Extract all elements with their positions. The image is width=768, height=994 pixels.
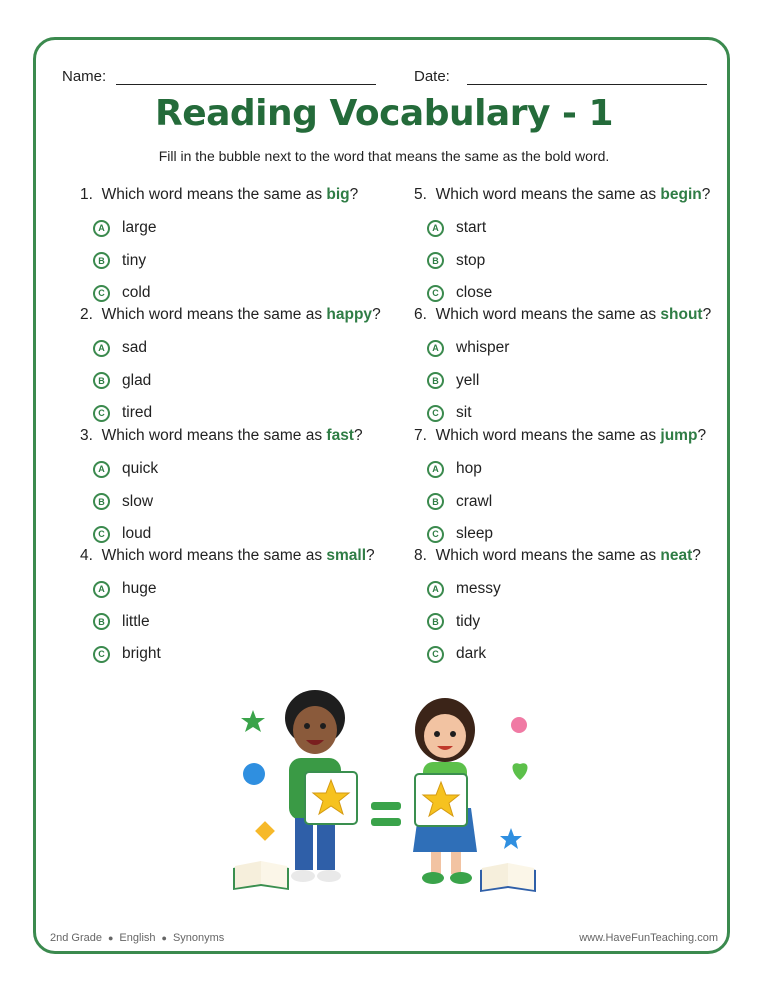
answer-option[interactable] [427, 524, 493, 544]
girl-figure [413, 698, 477, 884]
answer-option[interactable] [427, 283, 492, 303]
answer-option[interactable] [93, 218, 156, 238]
answer-text: quick [122, 460, 159, 477]
question-number: 3. [80, 427, 93, 444]
bold-word: fast [326, 427, 354, 444]
answer-bubble[interactable]: B [93, 613, 110, 630]
kids-illustration [225, 680, 545, 900]
question-number: 7. [414, 427, 427, 444]
answer-text: messy [456, 580, 501, 597]
answer-bubble[interactable]: B [427, 252, 444, 269]
answer-bubble[interactable]: C [427, 646, 444, 663]
answer-bubble[interactable]: C [427, 285, 444, 302]
footer-subject: English [119, 932, 156, 944]
answer-text: yell [456, 371, 480, 389]
answer-option[interactable] [93, 524, 151, 544]
date-label: Date: [414, 68, 450, 85]
answer-bubble[interactable]: C [427, 526, 444, 543]
answer-text: tired [122, 404, 153, 421]
answer-text: sleep [456, 525, 494, 542]
answer-option[interactable] [93, 371, 151, 391]
answer-option[interactable] [93, 251, 146, 271]
answer-bubble[interactable]: A [427, 461, 444, 478]
answer-option[interactable] [427, 371, 479, 391]
answer-option[interactable] [427, 644, 486, 664]
question-6 [414, 306, 711, 324]
answer-bubble[interactable]: A [427, 220, 444, 237]
footer-grade: 2nd Grade [50, 932, 102, 944]
date-field[interactable] [467, 84, 707, 85]
answer-text: sit [456, 404, 472, 421]
answer-option[interactable] [427, 218, 486, 238]
yellow-diamond-icon [255, 821, 275, 841]
answer-text: dark [456, 645, 487, 662]
question-prompt: Which word means the same as [435, 186, 661, 203]
answer-option[interactable] [427, 492, 492, 512]
question-mark: ? [692, 547, 701, 564]
equals-icon [371, 802, 401, 810]
book-icon [480, 863, 536, 892]
answer-bubble[interactable]: B [93, 493, 110, 510]
answer-bubble[interactable]: C [93, 285, 110, 302]
bold-word: shout [660, 306, 703, 323]
pink-circle-icon [511, 717, 527, 733]
question-mark: ? [697, 427, 707, 444]
answer-bubble[interactable]: B [427, 493, 444, 510]
question-number: 8. [414, 547, 427, 564]
question-2 [80, 306, 381, 324]
answer-option[interactable] [427, 338, 509, 358]
answer-option[interactable] [93, 579, 156, 599]
answer-bubble[interactable]: B [93, 252, 110, 269]
question-4 [80, 547, 375, 565]
name-field[interactable] [116, 84, 376, 85]
answer-bubble[interactable]: B [93, 372, 110, 389]
question-number: 6. [414, 306, 427, 323]
answer-option[interactable] [93, 612, 150, 632]
answer-bubble[interactable]: A [93, 220, 110, 237]
bold-word: neat [660, 547, 693, 564]
answer-text: whisper [456, 339, 510, 356]
answer-bubble[interactable]: C [93, 526, 110, 543]
answer-bubble[interactable]: A [427, 581, 444, 598]
book-icon [233, 861, 289, 890]
question-mark: ? [702, 306, 712, 323]
answer-text: little [122, 612, 150, 630]
bold-word: happy [326, 306, 373, 323]
instructions: Fill in the bubble next to the word that means the same as the bold word. [158, 148, 610, 164]
bold-word: jump [660, 427, 698, 444]
question-prompt: Which word means the same as [101, 306, 327, 323]
footer-tags [50, 932, 224, 944]
answer-option[interactable] [427, 612, 480, 632]
bold-word: begin [660, 186, 702, 203]
answer-bubble[interactable]: A [93, 461, 110, 478]
answer-bubble[interactable]: A [427, 340, 444, 357]
answer-option[interactable] [93, 459, 158, 479]
question-prompt: Which word means the same as [435, 427, 661, 444]
bold-word: big [326, 186, 350, 203]
question-mark: ? [349, 186, 359, 203]
question-mark: ? [701, 186, 711, 203]
question-prompt: Which word means the same as [101, 427, 327, 444]
answer-option[interactable] [93, 338, 147, 358]
answer-text: cold [122, 284, 151, 301]
question-prompt: Which word means the same as [101, 186, 327, 203]
question-number: 1. [80, 186, 93, 203]
answer-option[interactable] [427, 579, 501, 599]
answer-option[interactable] [427, 403, 472, 423]
green-star-icon [241, 710, 265, 732]
question-7 [414, 427, 706, 445]
answer-bubble[interactable]: C [93, 405, 110, 422]
question-prompt: Which word means the same as [435, 306, 661, 323]
answer-text: large [122, 219, 157, 236]
answer-text: tiny [122, 251, 147, 269]
question-3 [80, 427, 363, 445]
answer-bubble[interactable]: B [427, 372, 444, 389]
answer-option[interactable] [93, 492, 153, 512]
answer-option[interactable] [427, 251, 485, 271]
answer-text: hop [456, 460, 482, 477]
question-prompt: Which word means the same as [101, 547, 327, 564]
blue-circle-icon [243, 763, 265, 785]
question-mark: ? [372, 306, 381, 323]
answer-bubble[interactable]: C [427, 405, 444, 422]
boy-figure [285, 690, 357, 882]
heart-icon [513, 763, 528, 780]
name-label: Name: [62, 68, 107, 85]
answer-text: slow [122, 492, 154, 510]
answer-text: start [456, 219, 487, 236]
answer-text: bright [122, 645, 161, 662]
bullet-icon: ● [161, 933, 167, 943]
question-number: 2. [80, 306, 93, 323]
answer-text: stop [456, 251, 486, 269]
question-mark: ? [353, 427, 363, 444]
answer-text: huge [122, 580, 157, 597]
question-number: 4. [80, 547, 93, 564]
footer-topic: Synonyms [172, 932, 225, 944]
bullet-icon: ● [107, 933, 114, 943]
answer-option[interactable] [427, 459, 482, 479]
answer-bubble[interactable]: B [427, 613, 444, 630]
answer-option[interactable] [93, 644, 161, 664]
blue-star-icon [500, 828, 522, 849]
footer-website: www.HaveFunTeaching.com [579, 932, 718, 944]
answer-option[interactable] [93, 403, 152, 423]
answer-text: tidy [456, 612, 481, 630]
answer-option[interactable] [93, 283, 150, 303]
bold-word: small [326, 547, 367, 564]
question-number: 5. [414, 186, 427, 203]
answer-text: loud [122, 525, 152, 542]
answer-text: close [456, 284, 493, 301]
answer-bubble[interactable]: A [93, 340, 110, 357]
answer-text: glad [122, 371, 152, 389]
question-8 [414, 547, 701, 565]
answer-bubble[interactable]: C [93, 646, 110, 663]
question-mark: ? [366, 547, 375, 564]
question-prompt: Which word means the same as [435, 547, 661, 564]
page-title: Reading Vocabulary - 1 [154, 93, 614, 134]
answer-text: crawl [456, 492, 493, 510]
question-5 [414, 186, 710, 204]
answer-text: sad [122, 339, 147, 356]
answer-bubble[interactable]: A [93, 581, 110, 598]
question-1 [80, 186, 358, 204]
